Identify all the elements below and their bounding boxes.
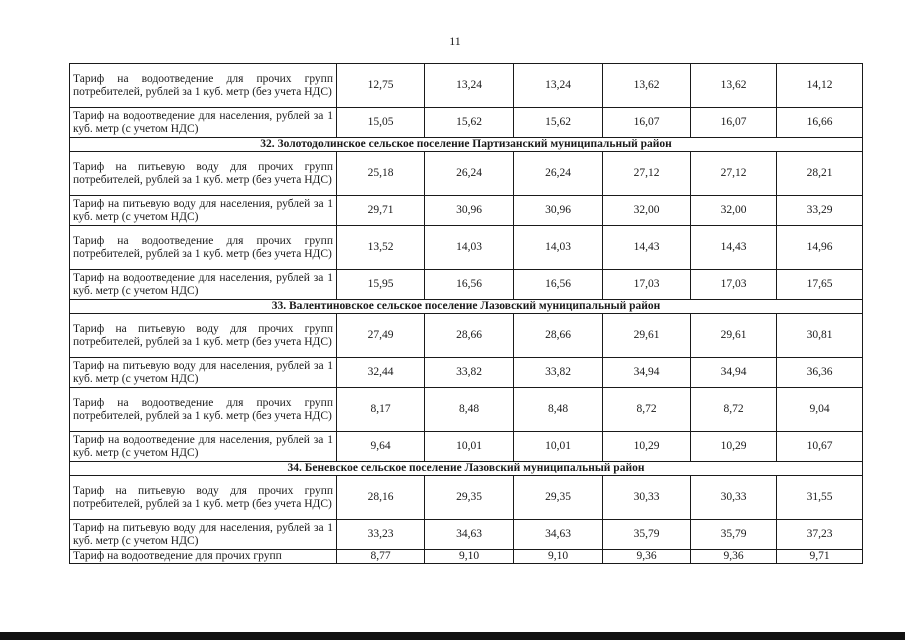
tariff-value: 28,66 [425, 314, 514, 358]
tariff-value: 8,17 [337, 388, 425, 432]
tariff-value: 15,62 [514, 108, 603, 138]
table-row [70, 432, 863, 462]
tariff-value: 32,00 [691, 196, 777, 226]
tariff-value: 17,65 [777, 270, 863, 300]
tariff-value: 16,56 [514, 270, 603, 300]
tariff-table [69, 63, 863, 564]
tariff-value: 29,71 [337, 196, 425, 226]
section-title: 33. Валентиновское сельское поселение Лазовский муниципальный район [70, 300, 863, 314]
tariff-value: 16,07 [691, 108, 777, 138]
tariff-value: 28,66 [514, 314, 603, 358]
tariff-value: 16,66 [777, 108, 863, 138]
tariff-label: Тариф на водоотведение для населения, рублей за 1 куб. метр (с учетом НДС) [70, 432, 337, 462]
section-title: 34. Беневское сельское поселение Лазовский муниципальный район [70, 462, 863, 476]
tariff-label: Тариф на водоотведение для прочих групп потребителей, рублей за 1 куб. метр (без учета НДС) [70, 64, 337, 108]
tariff-value: 33,23 [337, 520, 425, 550]
tariff-value: 29,61 [603, 314, 691, 358]
tariff-value: 8,72 [603, 388, 691, 432]
tariff-value: 16,56 [425, 270, 514, 300]
tariff-value: 35,79 [691, 520, 777, 550]
tariff-value: 8,77 [337, 550, 425, 564]
tariff-value: 36,36 [777, 358, 863, 388]
tariff-value: 10,01 [514, 432, 603, 462]
tariff-value: 9,04 [777, 388, 863, 432]
tariff-value: 33,82 [514, 358, 603, 388]
tariff-value: 14,03 [514, 226, 603, 270]
tariff-value: 9,10 [425, 550, 514, 564]
tariff-value: 14,43 [603, 226, 691, 270]
tariff-value: 29,35 [425, 476, 514, 520]
tariff-value: 14,03 [425, 226, 514, 270]
tariff-value: 8,48 [514, 388, 603, 432]
tariff-value: 9,36 [691, 550, 777, 564]
tariff-value: 15,05 [337, 108, 425, 138]
table-row [70, 270, 863, 300]
tariff-value: 34,94 [691, 358, 777, 388]
tariff-label: Тариф на питьевую воду для прочих групп потребителей, рублей за 1 куб. метр (без учета НДС) [70, 314, 337, 358]
tariff-value: 34,63 [514, 520, 603, 550]
tariff-value: 10,67 [777, 432, 863, 462]
tariff-value: 10,29 [603, 432, 691, 462]
scan-bottom-edge [0, 632, 905, 640]
tariff-value: 15,62 [425, 108, 514, 138]
tariff-value: 29,35 [514, 476, 603, 520]
tariff-value: 28,16 [337, 476, 425, 520]
tariff-value: 9,10 [514, 550, 603, 564]
tariff-value: 14,43 [691, 226, 777, 270]
table-row [70, 550, 863, 564]
table-row [70, 152, 863, 196]
tariff-value: 14,96 [777, 226, 863, 270]
tariff-value: 13,52 [337, 226, 425, 270]
tariff-value: 8,72 [691, 388, 777, 432]
table-row [70, 226, 863, 270]
tariff-value: 10,01 [425, 432, 514, 462]
tariff-value: 13,24 [514, 64, 603, 108]
tariff-value: 27,12 [603, 152, 691, 196]
tariff-value: 12,75 [337, 64, 425, 108]
tariff-value: 26,24 [425, 152, 514, 196]
tariff-value: 37,23 [777, 520, 863, 550]
tariff-value: 8,48 [425, 388, 514, 432]
tariff-label: Тариф на питьевую воду для населения, рублей за 1 куб. метр (с учетом НДС) [70, 358, 337, 388]
table-row [70, 196, 863, 226]
tariff-value: 30,96 [514, 196, 603, 226]
section-header-row [70, 462, 863, 476]
tariff-table-body [70, 64, 863, 564]
tariff-value: 15,95 [337, 270, 425, 300]
tariff-value: 27,49 [337, 314, 425, 358]
tariff-value: 30,81 [777, 314, 863, 358]
tariff-value: 14,12 [777, 64, 863, 108]
tariff-value: 34,94 [603, 358, 691, 388]
tariff-value: 34,63 [425, 520, 514, 550]
table-row [70, 476, 863, 520]
tariff-value: 25,18 [337, 152, 425, 196]
table-row [70, 64, 863, 108]
tariff-label: Тариф на питьевую воду для населения, рублей за 1 куб. метр (с учетом НДС) [70, 520, 337, 550]
tariff-value: 32,44 [337, 358, 425, 388]
tariff-value: 9,36 [603, 550, 691, 564]
tariff-label: Тариф на питьевую воду для населения, рублей за 1 куб. метр (с учетом НДС) [70, 196, 337, 226]
table-row [70, 520, 863, 550]
table-row [70, 358, 863, 388]
tariff-value: 35,79 [603, 520, 691, 550]
tariff-label: Тариф на водоотведение для населения, рублей за 1 куб. метр (с учетом НДС) [70, 108, 337, 138]
tariff-value: 30,33 [691, 476, 777, 520]
tariff-label: Тариф на питьевую воду для прочих групп потребителей, рублей за 1 куб. метр (без учета НДС) [70, 152, 337, 196]
tariff-value: 32,00 [603, 196, 691, 226]
tariff-value: 16,07 [603, 108, 691, 138]
section-header-row [70, 138, 863, 152]
page-number: 11 [449, 34, 461, 48]
tariff-value: 30,33 [603, 476, 691, 520]
table-row [70, 108, 863, 138]
tariff-value: 31,55 [777, 476, 863, 520]
tariff-value: 29,61 [691, 314, 777, 358]
tariff-value: 27,12 [691, 152, 777, 196]
table-row [70, 314, 863, 358]
tariff-value: 26,24 [514, 152, 603, 196]
tariff-label: Тариф на водоотведение для прочих групп потребителей, рублей за 1 куб. метр (без учета НДС) [70, 226, 337, 270]
tariff-value: 13,62 [691, 64, 777, 108]
section-header-row [70, 300, 863, 314]
tariff-label: Тариф на водоотведение для прочих групп [70, 550, 337, 564]
tariff-label: Тариф на водоотведение для прочих групп потребителей, рублей за 1 куб. метр (без учета НДС) [70, 388, 337, 432]
section-title: 32. Золотодолинское сельское поселение Партизанский муниципальный район [70, 138, 863, 152]
tariff-value: 10,29 [691, 432, 777, 462]
tariff-label: Тариф на питьевую воду для прочих групп потребителей, рублей за 1 куб. метр (без учета НДС) [70, 476, 337, 520]
tariff-value: 9,64 [337, 432, 425, 462]
tariff-value: 28,21 [777, 152, 863, 196]
tariff-value: 13,24 [425, 64, 514, 108]
tariff-value: 30,96 [425, 196, 514, 226]
tariff-label: Тариф на водоотведение для населения, рублей за 1 куб. метр (с учетом НДС) [70, 270, 337, 300]
tariff-value: 17,03 [691, 270, 777, 300]
table-row [70, 388, 863, 432]
tariff-value: 9,71 [777, 550, 863, 564]
tariff-value: 33,82 [425, 358, 514, 388]
tariff-value: 17,03 [603, 270, 691, 300]
tariff-value: 13,62 [603, 64, 691, 108]
tariff-value: 33,29 [777, 196, 863, 226]
